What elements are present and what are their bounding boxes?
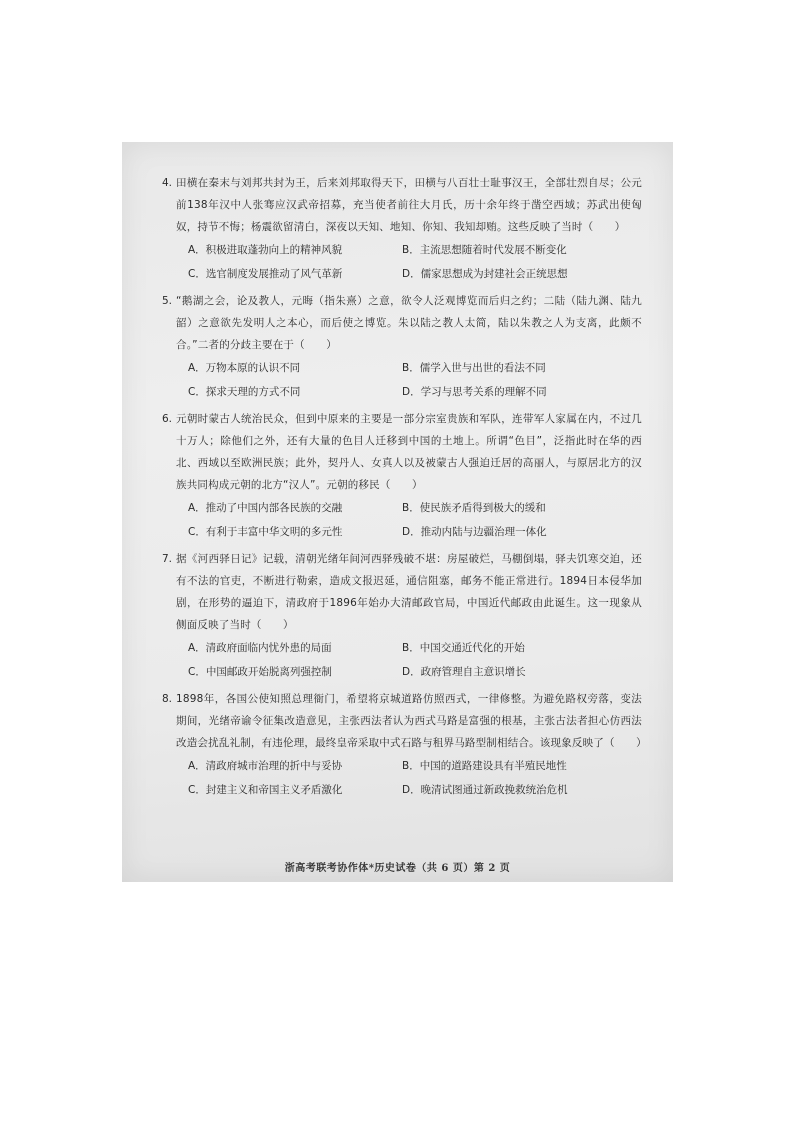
option-c: C．中国邮政开始脱离列强控制: [188, 666, 332, 678]
question-stem: “鹅湖之会，论及教人，元晦（指朱熹）之意，欲令人泛观博览而后归之约；二陆（陆九渊、陆九韶）之意欲先发明人之本心，而后使之博览。朱以陆之教人太简，陆以朱教之人为支离，此颇不合。”二者的分歧主要在于（ ）: [176, 295, 642, 351]
option-d: D．儒家思想成为封建社会正统思想: [402, 268, 568, 280]
option-a: A．积极进取蓬勃向上的精神风貌: [188, 244, 343, 256]
question-6: [162, 408, 642, 544]
question-stem: 据《河西驿日记》记载，清朝光绪年间河西驿残破不堪：房屋破烂，马棚倒塌，驿夫饥寒交迫，还有不法的官吏，不断进行勒索，造成文报迟延，通信阻塞，邮务不能正常进行。1894日本侵华加剧，在形势的逼迫下，清政府于1896年始办大清邮政官局，中国近代邮政由此诞生。这一现象从侧面反映了当时（ ）: [176, 553, 642, 631]
option-b: B．使民族矛盾得到极大的缓和: [402, 502, 546, 514]
option-list: [188, 496, 642, 544]
question-stem: 元朝时蒙古人统治民众，但到中原来的主要是一部分宗室贵族和军队，连带军人家属在内，不过几十万人；除他们之外，还有大量的色目人迁移到中国的土地上。所谓“色目”，泛指此时在华的西北、西域以至欧洲民族；此外，契丹人、女真人以及被蒙古人强迫迁居的高丽人，与原居北方的汉族共同构成元朝的北方“汉人”。元朝的移民（ ）: [176, 413, 642, 491]
option-c: C．有利于丰富中华文明的多元性: [188, 526, 343, 538]
question-number: 6.: [162, 413, 173, 425]
question-5: [162, 290, 642, 404]
question-number: 7.: [162, 553, 173, 565]
option-a: A．万物本原的认识不同: [188, 362, 301, 374]
question-4: [162, 172, 642, 286]
option-list: [188, 356, 642, 404]
option-b: B．中国交通近代化的开始: [402, 642, 525, 654]
question-8: [162, 688, 647, 802]
option-c: C．探求天理的方式不同: [188, 386, 301, 398]
option-d: D．政府管理自主意识增长: [402, 666, 526, 678]
question-list: [162, 172, 647, 806]
question-stem: 田横在秦末与刘邦共封为王，后来刘邦取得天下，田横与八百壮士耻事汉王，全部壮烈自尽；公元前138年汉中人张骞应汉武帝招募，充当使者前往大月氏，历十余年终于凿空西域；苏武出使匈奴，持节不悔；杨震欲留清白，深夜以天知、地知、你知、我知却贿。这些反映了当时（ ）: [176, 177, 642, 233]
option-b: B．儒学入世与出世的看法不同: [402, 362, 546, 374]
option-c: C．封建主义和帝国主义矛盾激化: [188, 784, 343, 796]
question-number: 8.: [162, 693, 173, 705]
option-a: A．清政府面临内忧外患的局面: [188, 642, 332, 654]
question-7: [162, 548, 642, 684]
option-b: B．中国的道路建设具有半殖民地性: [402, 760, 567, 772]
page-footer: 浙高考联考协作体*历史试卷（共 6 页）第 2 页: [284, 863, 511, 874]
question-number: 4.: [162, 177, 173, 189]
option-d: D．晚清试图通过新政挽救统治危机: [402, 784, 568, 796]
option-b: B．主流思想随着时代发展不断变化: [402, 244, 567, 256]
option-a: A．清政府城市治理的折中与妥协: [188, 760, 343, 772]
option-list: [188, 754, 642, 802]
option-a: A．推动了中国内部各民族的交融: [188, 502, 343, 514]
question-number: 5.: [162, 295, 173, 307]
option-d: D．学习与思考关系的理解不同: [402, 386, 547, 398]
option-list: [188, 636, 642, 684]
option-list: [188, 238, 642, 286]
option-d: D．推动内陆与边疆治理一体化: [402, 526, 547, 538]
exam-page: [122, 142, 673, 882]
question-stem: 1898年，各国公使知照总理衙门，希望将京城道路仿照西式，一律修整。为避免路权旁落，变法期间，光绪帝谕令征集改造意见，主张西法者认为西式马路是富强的根基，主张古法者担心仿西法改造会扰乱礼制，有违伦理，最终皇帝采取中式石路与租界马路型制相结合。该现象反映了（ ）: [176, 693, 647, 749]
option-c: C．选官制度发展推动了风气革新: [188, 268, 343, 280]
